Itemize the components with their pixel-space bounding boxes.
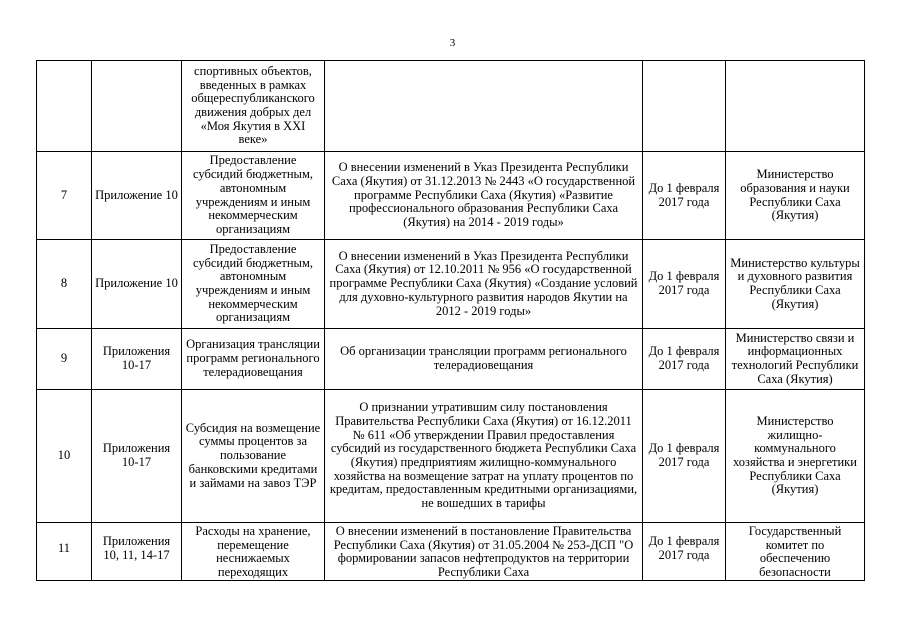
row-number-cell	[37, 61, 92, 152]
appendix-cell: Приложения 10, 11, 14-17	[92, 523, 182, 581]
appendix-cell	[92, 61, 182, 152]
row-number-cell: 10	[37, 390, 92, 523]
deadline-cell: До 1 февраля 2017 года	[643, 240, 726, 329]
act-cell	[325, 61, 643, 152]
deadline-cell: До 1 февраля 2017 года	[643, 329, 726, 390]
act-cell: О признании утратившим силу постановления Правительства Республики Саха (Якутия) от 16.12.2011 № 611 «Об утверждении Правил предоставления субсидий из государственного бюджета Республики Саха (Якутия) предприятиям жилищно-коммунального хозяйства на возмещение затрат на уплату процентов по кредитам, предоставленным кредитными организациями, не вошедших в тарифы	[325, 390, 643, 523]
executor-cell: Государственный комитет по обеспечению безопасности	[726, 523, 865, 581]
row-number-cell: 8	[37, 240, 92, 329]
page-number: 3	[449, 37, 456, 49]
deadline-cell: До 1 февраля 2017 года	[643, 523, 726, 581]
row-number-cell: 9	[37, 329, 92, 390]
deadline-cell	[643, 61, 726, 152]
act-cell: О внесении изменений в Указ Президента Республики Саха (Якутия) от 31.12.2013 № 2443 «О государственной программе Республики Саха (Якутия) «Развитие профессионального образования Республики Саха (Якутия) на 2014 - 2019 годы»	[325, 152, 643, 240]
executor-cell: Министерство жилищно-коммунального хозяйства и энергетики Республики Саха (Якутия)	[726, 390, 865, 523]
deadline-cell: До 1 февраля 2017 года	[643, 390, 726, 523]
measure-cell: спортивных объектов, введенных в рамках общереспубликанского движения добрых дел «Моя Якутия в XXI веке»	[182, 61, 325, 152]
act-cell: О внесении изменений в постановление Правительства Республики Саха (Якутия) от 31.05.2004 № 253-ДСП "О формировании запасов нефтепродуктов на территории Республики Саха	[325, 523, 643, 581]
act-cell: Об организации трансляции программ регионального телерадиовещания	[325, 329, 643, 390]
table-row	[37, 61, 865, 152]
act-cell: О внесении изменений в Указ Президента Республики Саха (Якутия) от 12.10.2011 № 956 «О государственной программе Республики Саха (Якутия) «Создание условий для духовно-культурного развития народов Якутии на 2012 - 2019 годы»	[325, 240, 643, 329]
appendix-cell: Приложение 10	[92, 152, 182, 240]
measure-cell: Субсидия на возмещение суммы процентов за пользование банковскими кредитами и займами на завоз ТЭР	[182, 390, 325, 523]
measure-cell: Организация трансляции программ регионального телерадиовещания	[182, 329, 325, 390]
measures-table	[36, 60, 865, 581]
row-number-cell: 11	[37, 523, 92, 581]
executor-cell	[726, 61, 865, 152]
table-row	[37, 523, 865, 581]
deadline-cell: До 1 февраля 2017 года	[643, 152, 726, 240]
appendix-cell: Приложения 10-17	[92, 390, 182, 523]
measure-cell: Расходы на хранение, перемещение неснижаемых переходящих	[182, 523, 325, 581]
table-row	[37, 390, 865, 523]
appendix-cell: Приложения 10-17	[92, 329, 182, 390]
row-number-cell: 7	[37, 152, 92, 240]
table-row	[37, 329, 865, 390]
measure-cell: Предоставление субсидий бюджетным, автономным учреждениям и иным некоммерческим организациям	[182, 152, 325, 240]
executor-cell: Министерство связи и информационных технологий Республики Саха (Якутия)	[726, 329, 865, 390]
executor-cell: Министерство образования и науки Республики Саха (Якутия)	[726, 152, 865, 240]
executor-cell: Министерство культуры и духовного развития Республики Саха (Якутия)	[726, 240, 865, 329]
table-row	[37, 152, 865, 240]
appendix-cell: Приложение 10	[92, 240, 182, 329]
measure-cell: Предоставление субсидий бюджетным, автономным учреждениям и иным некоммерческим организациям	[182, 240, 325, 329]
table-row	[37, 240, 865, 329]
